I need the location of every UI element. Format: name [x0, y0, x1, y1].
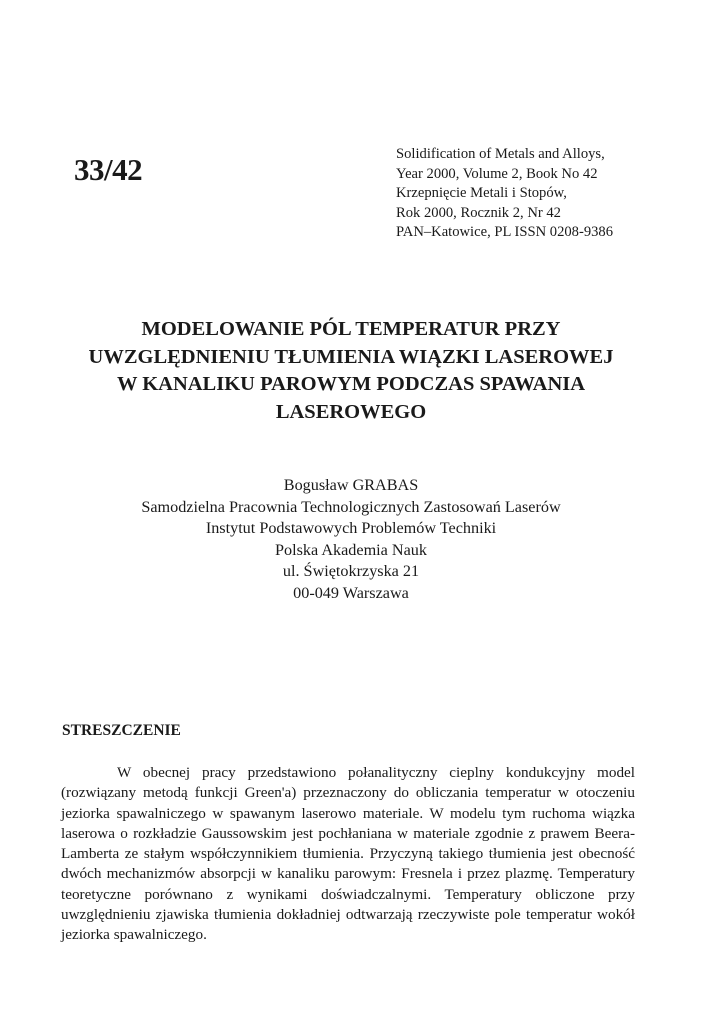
affiliation-line: Samodzielna Pracownia Technologicznych Zastosowań Laserów [141, 497, 561, 516]
paper-title [40, 316, 662, 426]
author-block [40, 475, 662, 604]
journal-line: Rok 2000, Rocznik 2, Nr 42 [396, 204, 561, 221]
journal-info [396, 145, 613, 243]
author-name: Bogusław GRABAS [283, 476, 419, 494]
title-line: W KANALIKU PAROWYM PODCZAS SPAWANIA [116, 373, 586, 395]
title-line: MODELOWANIE PÓL TEMPERATUR PRZY [141, 318, 561, 340]
title-line: UWZGLĘDNIENIU TŁUMIENIA WIĄZKI LASEROWEJ [88, 345, 614, 368]
affiliation-line: ul. Świętokrzyska 21 [282, 562, 420, 580]
article-number: 33/42 [74, 152, 143, 187]
journal-line: Year 2000, Volume 2, Book No 42 [396, 165, 598, 182]
title-line: LASEROWEGO [275, 400, 427, 423]
journal-line: Solidification of Metals and Alloys, [396, 146, 605, 162]
abstract-text: W obecnej pracy przedstawiono połanalityczny cieplny kondukcyjny model (rozwiązany metodą funkcji Green'a) przeznaczony do obliczania temperatur w otoczeniu jeziorka spawalniczego w spawanym laserowo materiale. W modelu tym ruchoma wiązka laserowa o rozkładzie Gaussowskim jest pochłaniana w materiale zgodnie z prawem Beera-Lamberta ze stałym współczynnikiem tłumienia. Przyczyną takiego tłumienia jest obecność dwóch mechanizmów absorpcji w kanaliku parowym: Fresnela i przez plazmę. Temperatury teoretyczne porównano z wynikami doświadczalnymi. Temperatury obliczone przy uwzględnieniu zjawiska tłumienia dokładniej odtwarzają rzeczywiste pole temperatur wokół jeziorka spawalniczego. [61, 764, 635, 944]
abstract-heading: STRESZCZENIE [62, 722, 181, 739]
affiliation-line: 00-049 Warszawa [293, 583, 409, 602]
affiliation-line: Instytut Podstawowych Problemów Techniki [205, 519, 497, 537]
affiliation-line: Polska Akademia Nauk [275, 540, 427, 559]
journal-line: PAN–Katowice, PL ISSN 0208-9386 [396, 224, 614, 240]
journal-line: Krzepnięcie Metali i Stopów, [396, 185, 567, 201]
